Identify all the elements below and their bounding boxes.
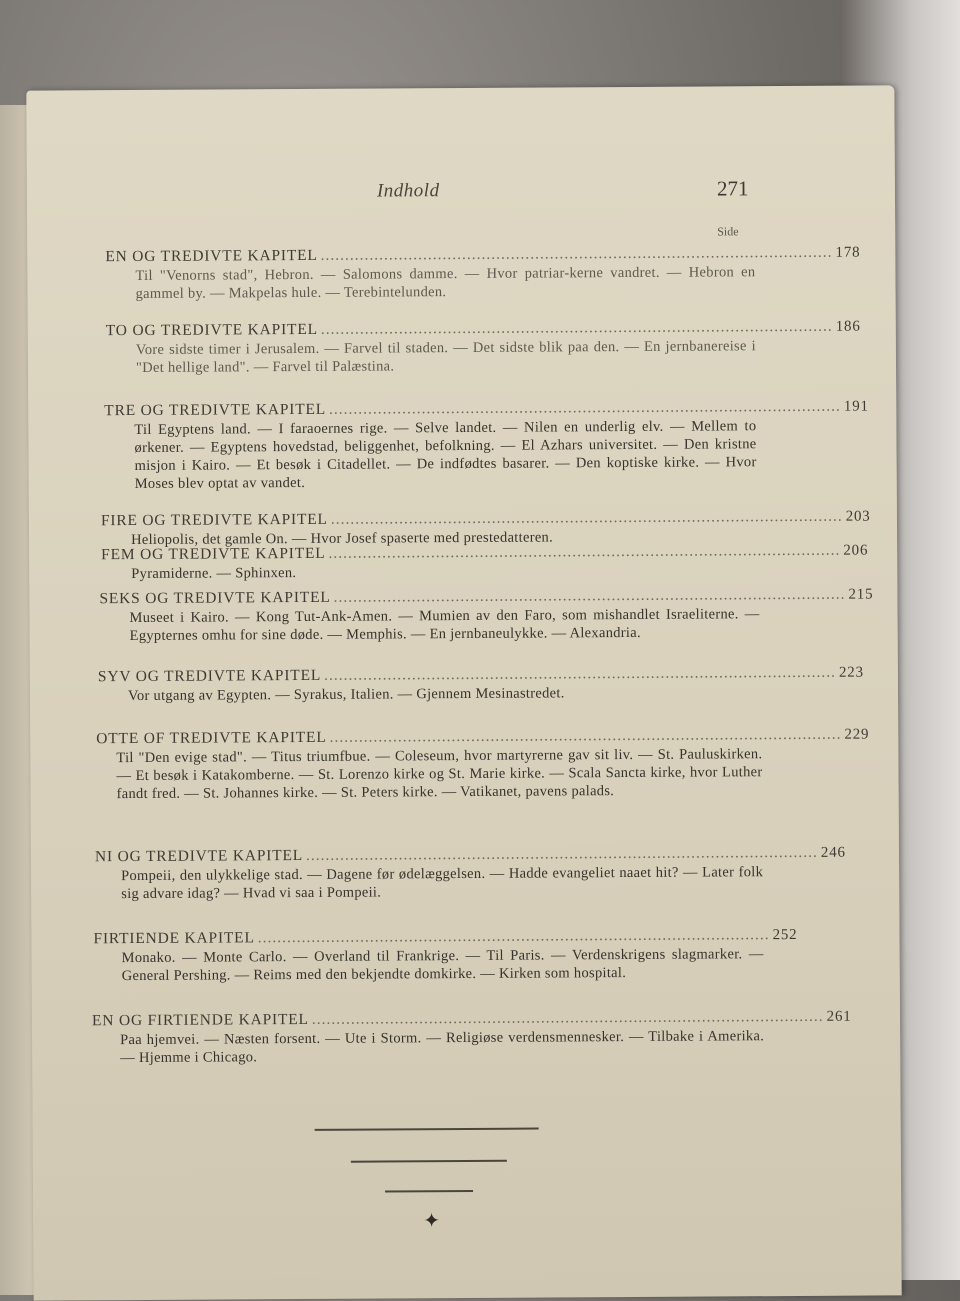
decorative-rule-middle — [351, 1160, 507, 1163]
dot-leader: ......................................................................................................... — [311, 1007, 824, 1028]
toc-entry — [94, 843, 846, 903]
chapter-page: 261 — [826, 1008, 852, 1025]
dot-leader: ......................................................................................................... — [320, 317, 833, 338]
chapter-summary: Monako. — Monte Carlo. — Overland til Frankrige. — Til Paris. — Verdenskrigens slagmarker. — General Pershing. — Reims med den bekjendte domkirke. — Kirken som hospital. — [121, 946, 764, 985]
dot-leader: ......................................................................................................... — [324, 663, 837, 684]
chapter-title: NI OG TREDIVTE KAPITEL — [94, 846, 304, 866]
chapter-title: SYV OG TREDIVTE KAPITEL — [97, 666, 322, 686]
chapter-page: 186 — [835, 318, 861, 335]
dot-leader: ......................................................................................................... — [257, 926, 770, 947]
book-page — [26, 85, 901, 1300]
chapter-title: OTTE OF TREDIVTE KAPITEL — [96, 728, 327, 748]
chapter-summary: Vore sidste timer i Jerusalem. — Farvel til staden. — Det sidste blik paa den. — En jernbanereise i "Det hellige land". — Farvel til Palæstina. — [135, 338, 756, 376]
chapter-summary: Heliopolis, det gamle On. — Hvor Josef spaserte med prestedatteren. — [131, 529, 554, 549]
chapter-title: EN OG TREDIVTE KAPITEL — [105, 246, 318, 266]
chapter-summary: Pompeii, den ulykkelige stad. — Dagene før ødelæggelsen. — Hadde evangeliet naaet hit? — Later folk sig advare idag? — Hvad vi saa i Pompeii. — [121, 864, 764, 903]
toc-entry — [93, 926, 798, 985]
dot-leader: ......................................................................................................... — [329, 725, 842, 746]
chapter-summary: Til Egyptens land. — I faraoernes rige. — Selve landet. — Nilen en underlig elv. — Mellem to ørkener. — Egyptens hovedstad, beliggenhet, befolkning. — El Azhars universitet. — Den kristne misjon i Kairo. — Et besøk i Citadellet. — De indfødtes basarer. — Den koptiske kirke. — Hvor Moses blev optat av vandet. — [134, 418, 757, 493]
toc-entry — [91, 1007, 852, 1067]
running-title: Indhold — [376, 180, 440, 202]
dot-leader: ......................................................................................................... — [305, 843, 818, 864]
chapter-title: SEKS OG TREDIVTE KAPITEL — [99, 588, 331, 608]
chapter-title: FIRE OG TREDIVTE KAPITEL — [100, 510, 328, 530]
chapter-summary: Vor utgang av Egypten. — Syrakus, Italien. — Gjennem Mesinastredet. — [127, 685, 565, 705]
toc-entry — [96, 725, 870, 803]
toc-entry — [97, 663, 864, 705]
page-header — [27, 177, 895, 212]
decorative-rule-top — [315, 1128, 539, 1131]
dot-leader: ......................................................................................................... — [328, 397, 841, 418]
chapter-page: 206 — [843, 542, 869, 559]
dot-leader: ......................................................................................................... — [330, 507, 843, 528]
chapter-page: 178 — [835, 244, 861, 261]
chapter-page: 215 — [848, 586, 874, 603]
chapter-page: 252 — [772, 926, 798, 944]
chapter-page: 223 — [838, 664, 864, 681]
dot-leader: ......................................................................................................... — [333, 585, 846, 606]
toc-entry — [105, 243, 861, 303]
toc-entry — [101, 541, 869, 583]
chapter-summary: Paa hjemvei. — Næsten forsent. — Ute i Storm. — Religiøse verdensmennesker. — Tilbake i Amerika. — Hjemme i Chicago. — [120, 1028, 765, 1067]
chapter-title: TRE OG TREDIVTE KAPITEL — [104, 400, 327, 420]
chapter-summary: Museet i Kairo. — Kong Tut-Ank-Amen. — Mumien av den Faro, som mishandlet Israeliterne. — Egypternes omhu for sine døde. — Memphis. — En jernbaneulykke. — Alexandria. — [129, 606, 760, 645]
dot-leader: ......................................................................................................... — [328, 541, 841, 562]
toc-entry — [104, 397, 869, 493]
side-column-label: Side — [717, 224, 739, 239]
chapter-page: 229 — [844, 726, 870, 743]
chapter-page: 246 — [820, 844, 846, 861]
toc-entry — [99, 585, 874, 645]
page-number: 271 — [716, 176, 749, 201]
chapter-summary: Pyramiderne. — Sphinxen. — [131, 565, 297, 583]
ornament-star-icon: ✦ — [423, 1210, 441, 1233]
chapter-page: 191 — [843, 398, 869, 415]
chapter-title: TO OG TREDIVTE KAPITEL — [105, 320, 318, 340]
chapter-page: 203 — [845, 508, 871, 525]
chapter-summary: Til "Den evige stad". — Titus triumfbue. — Coleseum, hvor martyrerne gav sit liv. — St. Pauluskirken. — Et besøk i Katakomberne. — St. Lorenzo kirke og St. Marie kirke. — Scala Sancta kirke, hvor Luther fandt fred. — St. Johannes kirke. — St. Peters kirke. — Vatikanet, pavens palads. — [116, 746, 763, 803]
chapter-summary: Til "Venorns stad", Hebron. — Salomons damme. — Hvor patriar-kerne vandret. — Hebron en gammel by. — Makpelas hule. — Terebintelunden. — [135, 264, 756, 302]
chapter-title: FEM OG TREDIVTE KAPITEL — [101, 544, 326, 564]
decorative-rule-bottom — [385, 1190, 473, 1193]
toc-entry — [105, 317, 861, 377]
chapter-title: EN OG FIRTIENDE KAPITEL — [91, 1010, 309, 1030]
dot-leader: ......................................................................................................... — [320, 243, 833, 264]
chapter-title: FIRTIENDE KAPITEL — [93, 929, 255, 948]
